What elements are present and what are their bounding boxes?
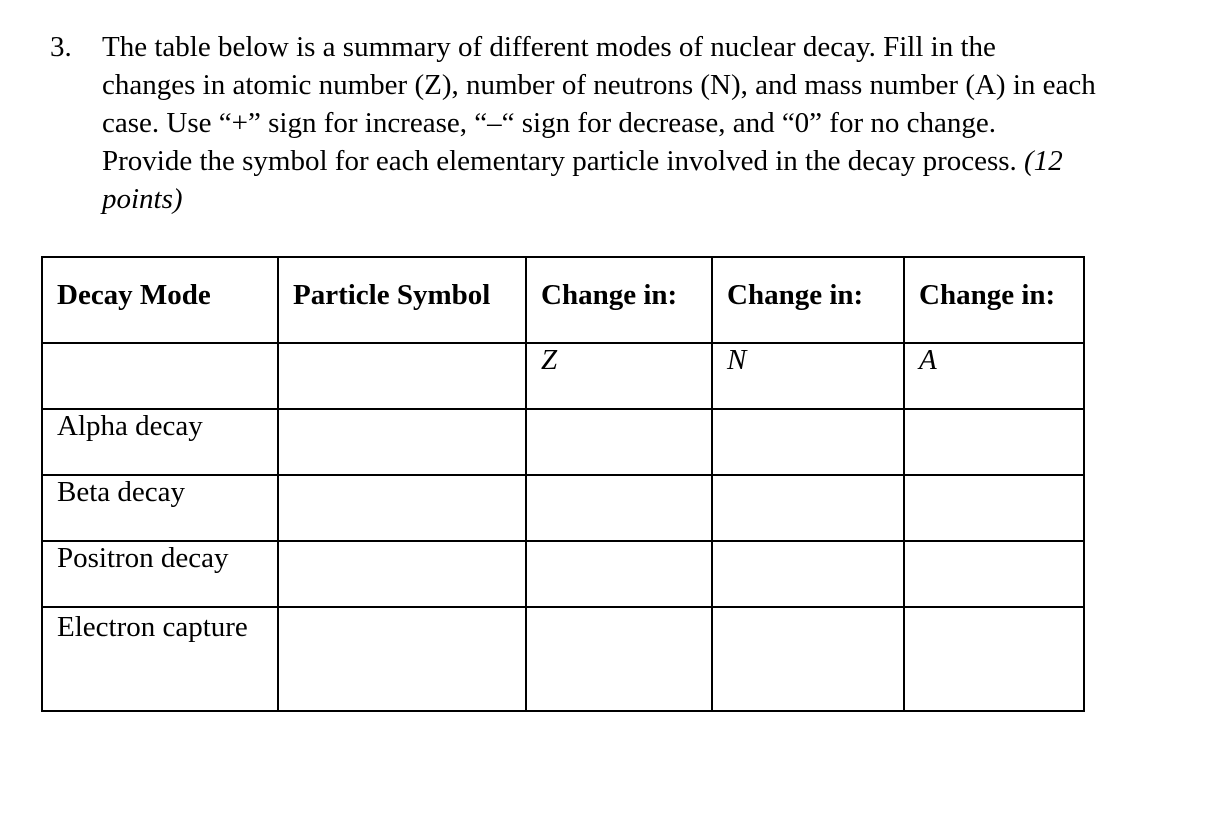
change-n-cell[interactable]	[712, 607, 904, 711]
header-change-n: Change in:	[712, 257, 904, 343]
particle-symbol-cell[interactable]	[278, 409, 526, 475]
header-particle-symbol: Particle Symbol	[278, 257, 526, 343]
decay-table	[41, 256, 1085, 712]
change-a-cell[interactable]	[904, 409, 1084, 475]
change-n-cell[interactable]	[712, 475, 904, 541]
table-header-row	[42, 257, 1084, 343]
particle-symbol-cell[interactable]	[278, 607, 526, 711]
change-z-cell[interactable]	[526, 607, 712, 711]
question-number: 3.	[50, 31, 72, 63]
change-n-cell[interactable]	[712, 409, 904, 475]
table-row	[42, 541, 1084, 607]
change-a-cell[interactable]	[904, 607, 1084, 711]
header-change-z: Change in:	[526, 257, 712, 343]
question-block	[50, 28, 1210, 218]
question-line-1: The table below is a summary of different modes of nuclear decay. Fill in the	[102, 31, 996, 63]
variable-a: A	[904, 343, 1084, 409]
decay-mode-label: Positron decay	[42, 541, 278, 607]
change-z-cell[interactable]	[526, 541, 712, 607]
decay-mode-label: Beta decay	[42, 475, 278, 541]
change-a-cell[interactable]	[904, 541, 1084, 607]
variable-cell-empty-1	[42, 343, 278, 409]
question-line-3: case. Use “+” sign for increase, “–“ sign for decrease, and “0” for no change.	[102, 107, 996, 139]
points-label-start: (12	[1024, 145, 1063, 177]
variable-n: N	[712, 343, 904, 409]
variable-cell-empty-2	[278, 343, 526, 409]
header-change-a: Change in:	[904, 257, 1084, 343]
table-row	[42, 409, 1084, 475]
change-a-cell[interactable]	[904, 475, 1084, 541]
variable-row	[42, 343, 1084, 409]
particle-symbol-cell[interactable]	[278, 541, 526, 607]
decay-mode-label: Electron capture	[42, 607, 278, 711]
decay-mode-label: Alpha decay	[42, 409, 278, 475]
table-row	[42, 475, 1084, 541]
header-decay-mode: Decay Mode	[42, 257, 278, 343]
question-line-4-text: Provide the symbol for each elementary particle involved in the decay process.	[102, 145, 1017, 177]
particle-symbol-cell[interactable]	[278, 475, 526, 541]
question-line-2: changes in atomic number (Z), number of neutrons (N), and mass number (A) in each	[102, 69, 1096, 101]
points-label-end: points)	[102, 183, 183, 215]
question-line-4	[102, 142, 1210, 180]
change-z-cell[interactable]	[526, 409, 712, 475]
table-row	[42, 607, 1084, 711]
change-n-cell[interactable]	[712, 541, 904, 607]
variable-z: Z	[526, 343, 712, 409]
question-text	[102, 28, 1210, 218]
change-z-cell[interactable]	[526, 475, 712, 541]
